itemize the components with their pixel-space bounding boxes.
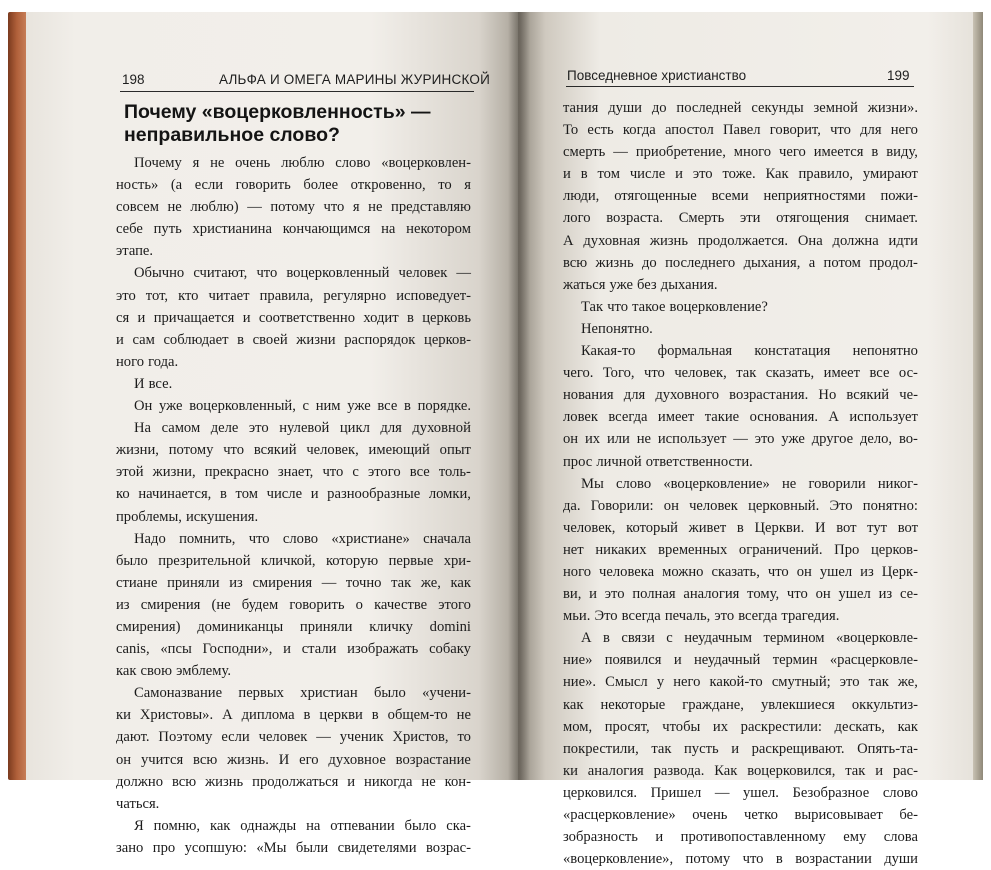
text-line: ки аналогия развода. Как воцерковился, так и рас- <box>563 762 918 779</box>
text-line: нет никаких временных ограничений. Про церков- <box>563 541 918 558</box>
text-line: Непонятно. <box>581 320 653 337</box>
text-line: Надо помнить, что слово «христиане» сначала <box>134 530 471 547</box>
left-running-head: АЛЬФА И ОМЕГА МАРИНЫ ЖУРИНСКОЙ <box>219 72 490 87</box>
text-line: Я помню, как однажды на отпевании было ска- <box>134 817 471 834</box>
text-line: всю жизнь до последнего дыхания, а потом продол- <box>563 254 918 271</box>
text-line: А духовная жизнь продолжается. Она должна идти <box>563 232 918 249</box>
text-line: «расцерковление» очень четко вырисовывает бе- <box>563 807 918 823</box>
text-line: жаться уже без дыхания. <box>563 276 718 293</box>
text-line: И все. <box>134 375 173 392</box>
text-line: смирения) доминиканцы приняли кличку domini <box>116 618 471 635</box>
text-line: как некоторые граждане, увлекшиеся оккультиз- <box>563 696 918 713</box>
text-line: как свою эмблему. <box>116 663 231 680</box>
text-line: жизни, потому что всякий человек, имеющий опыт <box>116 442 471 459</box>
text-line: чаться. <box>116 795 160 812</box>
text-line: да. Говорили: он человек церковный. Это понятно: <box>563 497 918 514</box>
text-line: зобразность и противопоставленному ему слова <box>563 829 918 846</box>
text-line: ся и причащается и соответственно ходит в церковь <box>116 309 471 326</box>
text-line: То есть когда апостол Павел говорит, что для него <box>563 122 918 139</box>
text-line: ние». Смысл у него какой-то смутный; это так же, <box>563 674 918 691</box>
book-gutter <box>508 12 530 780</box>
text-line: он их или не использует — это уже другое дело, во- <box>563 431 918 448</box>
text-line: Мы слово «воцерковление» не говорили никог- <box>581 475 918 492</box>
text-line: На самом деле это нулевой цикл для духовной <box>134 420 471 437</box>
text-line: «воцерковление», потому что в возрастании души <box>563 851 918 868</box>
text-line: церковился. Пришел — ушел. Безобразное слово <box>563 784 918 801</box>
text-line: стиане приняли из смирения — точно так же, как <box>116 574 471 591</box>
left-header-rule <box>120 91 474 92</box>
text-line: зано про усопшую: «Мы были свидетелями возрас- <box>116 839 471 856</box>
text-line: Он уже воцерковленный, с ним уже все в порядке. <box>134 398 471 415</box>
text-line: Обычно считают, что воцерковленный человек — <box>134 265 471 282</box>
text-line: ного человека можно сказать, что он ушел из Церк- <box>563 563 918 580</box>
text-line: и сам соблюдает в своей жизни распорядок церков- <box>116 331 471 348</box>
text-line: мьи. Это всегда печаль, это всегда трагедия. <box>563 608 840 625</box>
text-line: ние» появился и неудачный термин «расцерковле- <box>563 652 918 669</box>
right-page-number: 199 <box>887 68 910 83</box>
book-cover-edge-right <box>973 12 983 780</box>
text-line: этой жизни, прекрасно знает, что с этого все толь- <box>116 464 471 481</box>
text-line: себе путь христианина кончающимся на некотором <box>116 221 471 238</box>
text-line: ви, и это полная аналогия тому, что он ушел из се- <box>563 586 918 603</box>
text-line: проблемы, искушения. <box>116 508 259 525</box>
text-line: было презрительной кличкой, которую первые хри- <box>116 552 471 569</box>
right-body-text <box>563 97 918 870</box>
left-body-text <box>116 152 471 859</box>
text-line: Так что такое воцерковление? <box>581 298 768 315</box>
text-line: дают. Поэтому если человек — ученик Христов, то <box>116 729 471 746</box>
text-line: прос личной ответственности. <box>563 453 753 470</box>
text-line: совсем не люблю) — потому что я не представляю <box>116 199 471 216</box>
text-line: он учится всю жизнь. И его духовное возрастание <box>116 751 471 768</box>
text-line: этапе. <box>116 243 154 260</box>
right-running-head: Повседневное христианство <box>567 68 747 83</box>
text-line: чего. Того, что человек, так сказать, имеет все ос- <box>563 365 918 382</box>
text-line: Почему я не очень люблю слово «воцерковлен- <box>134 155 471 171</box>
text-line: из смирения (не будем говорить о качестве этого <box>116 596 471 613</box>
chapter-heading <box>124 101 474 147</box>
right-header-rule <box>566 86 914 87</box>
text-line: canis, «псы Господни», и стали изображать собаку <box>116 641 471 658</box>
text-line: ного года. <box>116 353 179 370</box>
text-line: и в том числе и это тоже. Как правило, умирают <box>563 166 918 183</box>
text-line: ловек всегда имеет такие основания. А использует <box>563 409 918 426</box>
text-line: ко начинается, в том числе и разнообразные ломки, <box>116 486 471 503</box>
text-line: ность» (а если говорить более откровенно, то я <box>116 177 471 194</box>
text-line: А в связи с неудачным термином «воцерковле- <box>581 630 918 647</box>
text-line: Самоназвание первых христиан было «учени- <box>134 685 471 702</box>
text-line: ки Христовы». А диплома в церкви в общем-то не <box>116 707 471 724</box>
text-line: Какая-то формальная констатация непонятно <box>581 343 918 360</box>
text-line: тания души до последней секунды земной жизни». <box>563 100 918 116</box>
text-line: это тот, кто читает правила, регулярно исповедует- <box>116 287 471 304</box>
text-line: должно всю жизнь продолжаться и никогда не кон- <box>116 773 471 790</box>
text-line: покрестили, так пусть и раскрещивают. Опять-та- <box>563 740 918 757</box>
text-line: мом, просят, чтобы их раскрестили: дескать, как <box>563 718 918 735</box>
text-line: люди, отягощенные всеми неприятностями пожи- <box>563 188 918 205</box>
text-line: лого возраста. Смерть эти отягощения снимает. <box>563 210 918 227</box>
chapter-heading-line: неправильное слово? <box>124 124 340 146</box>
left-page-number: 198 <box>122 72 145 87</box>
text-line: нования для духовного возрастания. Но всякий че- <box>563 387 918 404</box>
text-line: смерть — приобретение, много чего имеется в виду, <box>563 144 918 161</box>
text-line: человек, который живет в Церкви. И вот тут вот <box>563 519 918 536</box>
chapter-heading-line: Почему «воцерковленность» — <box>124 101 431 123</box>
